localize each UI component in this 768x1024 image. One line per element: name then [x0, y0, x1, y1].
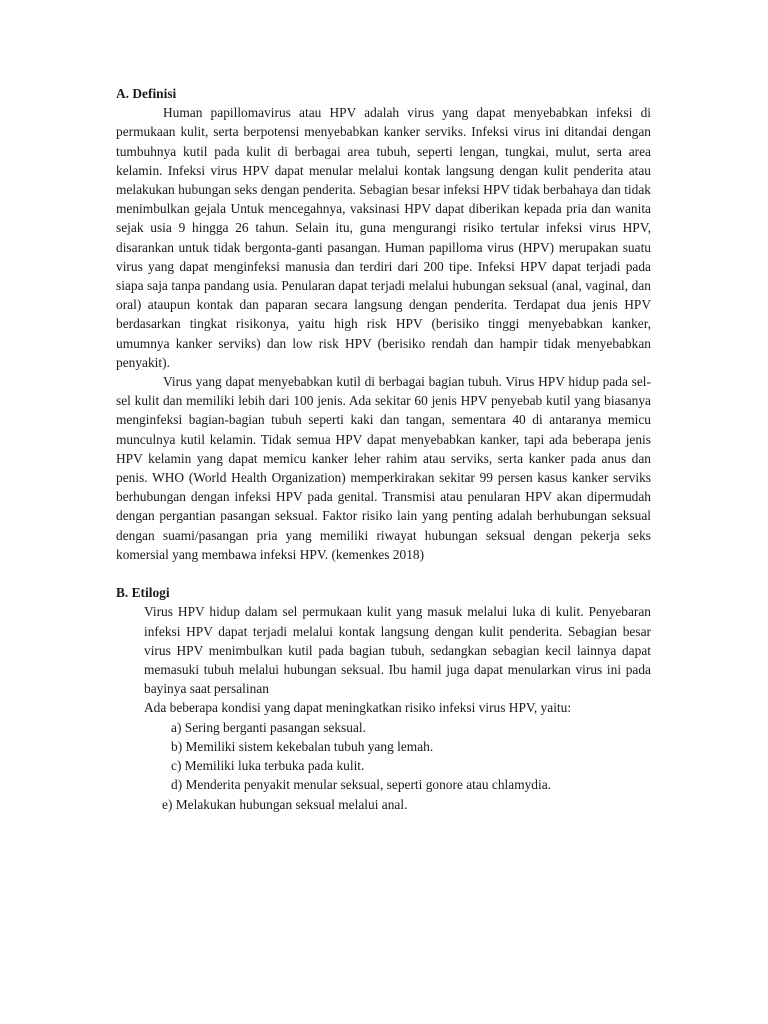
definisi-paragraph-2: Virus yang dapat menyebabkan kutil di berbagai bagian tubuh. Virus HPV hidup pada sel-sel kulit dan memiliki lebih dari 100 jenis. Ada sekitar 60 jenis HPV penyebab kutil yang biasanya menginfeksi bagian-bagian tubuh seperti kaki dan tangan, sementara 40 di antaranya memicu munculnya kutil kelamin. Tidak semua HPV dapat menyebabkan kanker, tapi ada beberapa jenis HPV kelamin yang dapat memicu kanker leher rahim atau serviks, serta kanker pada anus dan penis. WHO (World Health Organization) memperkirakan sekitar 99 persen kasus kanker serviks berhubungan dengan infeksi HPV pada genital. Transmisi atau penularan HPV akan dipermudah dengan pergantian pasangan seksual. Faktor risiko lain yang penting adalah berhubungan seksual dengan suami/pasangan pria yang memiliki riwayat hubungan seksual dengan pekerja seks komersial yang membawa infeksi HPV. (kemenkes 2018) — [116, 374, 651, 562]
risk-factor-list — [144, 718, 651, 814]
list-item: b) Memiliki sistem kekebalan tubuh yang lemah. — [171, 738, 434, 754]
list-item: d) Menderita penyakit menular seksual, seperti gonore atau chlamydia. — [171, 777, 552, 793]
list-item: c) Memiliki luka terbuka pada kulit. — [171, 758, 365, 774]
definisi-paragraph-1: Human papillomavirus atau HPV adalah virus yang dapat menyebabkan infeksi di permukaan kulit, serta berpotensi menyebabkan kanker serviks. Infeksi virus ini ditandai dengan tumbuhnya kutil pada kulit di berbagai area tubuh, seperti lengan, tungkai, mulut, serta area kelamin. Infeksi virus HPV dapat menular melalui kontak langsung dengan kulit penderita atau melakukan hubungan seks dengan penderita. Sebagian besar infeksi HPV tidak berbahaya dan tidak menimbulkan gejala Untuk mencegahnya, vaksinasi HPV dapat diberikan kepada pria dan wanita sejak usia 9 hingga 26 tahun. Selain itu, guna mengurangi risiko tertular infeksi virus HPV, disarankan untuk tidak bergonta-ganti pasangan. Human papilloma virus (HPV) merupakan suatu virus yang dapat menginfeksi manusia dan terdiri dari 200 tipe. Infeksi HPV dapat terjadi pada siapa saja tanpa pandang usia. Penularan dapat terjadi melalui hubungan seksual (anal, vaginal, dan oral) ataupun kontak dan paparan secara langsung dengan penderita. Terdapat dua jenis HPV berdasarkan tingkat risikonya, yaitu high risk HPV (berisiko tinggi menyebabkan kanker, umumnya kanker serviks) dan low risk HPV (berisiko rendah dan hampir tidak menyebabkan penyakit). — [116, 105, 651, 370]
section-heading-definisi: A. Definisi — [116, 86, 177, 101]
section-etilogi — [116, 583, 651, 813]
document-page — [116, 84, 651, 814]
etilogi-body — [116, 602, 651, 813]
list-item: a) Sering berganti pasangan seksual. — [171, 719, 366, 735]
etilogi-paragraph: Virus HPV hidup dalam sel permukaan kulit yang masuk melalui luka di kulit. Penyebaran infeksi HPV dapat terjadi melalui kontak langsung dengan kulit penderita. Sebagian besar virus HPV menimbulkan kutil pada bagian tubuh, sedangkan sebagian kecil lainnya dapat memasuki tubuh melalui hubungan seksual. Ibu hamil juga dapat menularkan virus ini pada bayinya saat persalinan — [144, 604, 651, 697]
risk-list-intro: Ada beberapa kondisi yang dapat meningkatkan risiko infeksi virus HPV, yaitu: — [144, 700, 572, 716]
section-heading-etilogi: B. Etilogi — [116, 585, 170, 601]
list-item: e) Melakukan hubungan seksual melalui anal. — [162, 796, 408, 812]
section-definisi — [116, 84, 651, 564]
